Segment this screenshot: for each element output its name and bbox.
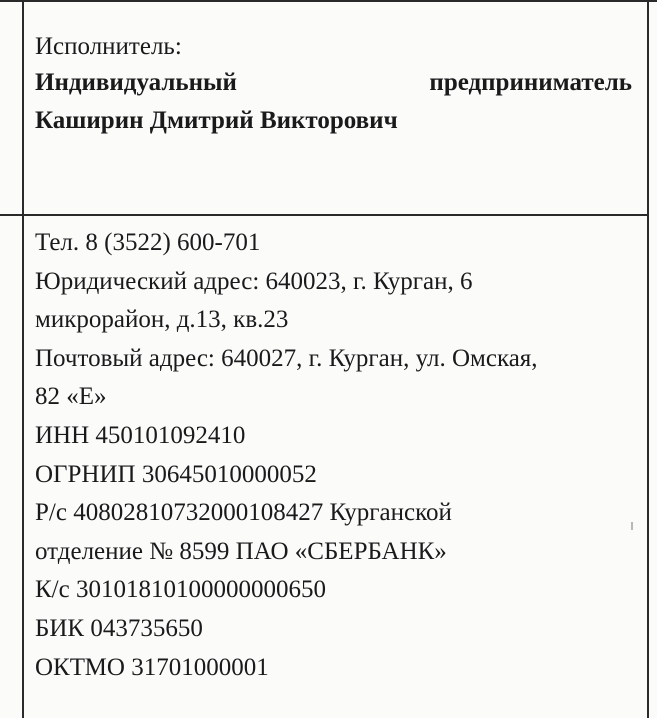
requisites-cell — [35, 224, 640, 687]
scan-mark — [631, 522, 633, 530]
left-column-divider — [0, 214, 22, 216]
requisite-postal-address: Почтовый адрес: 640027, г. Курган, ул. Омская, — [35, 344, 538, 372]
requisite-corr-account: К/с 30101810100000000650 — [35, 576, 326, 604]
table-right-border — [647, 0, 649, 718]
table-left-border — [22, 0, 24, 718]
requisite-ogrnip: ОГРНИП 30645010000052 — [35, 460, 317, 488]
table-top-border — [0, 0, 657, 2]
requisite-postal-address-cont: 82 «Е» — [35, 383, 107, 411]
executor-name: Каширин Дмитрий Викторович — [35, 107, 398, 134]
requisite-phone: Тел. 8 (3522) 600-701 — [35, 229, 261, 256]
requisite-inn: ИНН 450101092410 — [35, 421, 246, 449]
requisite-bank-branch: отделение № 8599 ПАО «СБЕРБАНК» — [35, 537, 447, 565]
executor-title — [35, 64, 632, 102]
requisite-bik: БИК 043735650 — [35, 614, 203, 642]
requisite-account: Р/с 40802810732000108427 Курганской — [35, 499, 452, 527]
executor-title-word1: Индивидуальный — [35, 69, 237, 96]
executor-cell — [35, 30, 635, 140]
requisite-oktmo: ОКТМО 31701000001 — [35, 653, 269, 681]
table-row-divider — [0, 214, 649, 216]
executor-label: Исполнитель: — [35, 33, 182, 60]
requisite-legal-address: Юридический адрес: 640023, г. Курган, 6 — [35, 267, 473, 295]
requisite-legal-address-cont: микрорайон, д.13, кв.23 — [35, 306, 289, 334]
executor-title-word2: предприниматель — [429, 69, 632, 96]
